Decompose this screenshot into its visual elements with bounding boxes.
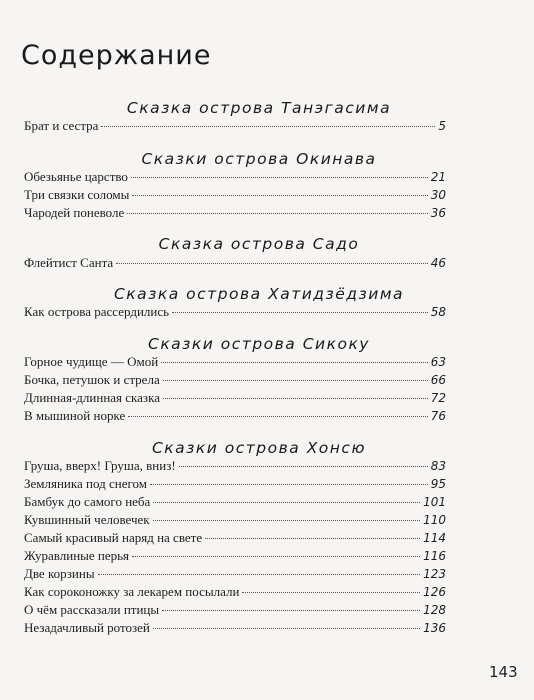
entry-page-number: 66 — [430, 373, 446, 387]
entry-page-number: 46 — [430, 256, 446, 270]
entry-page-number: 76 — [430, 409, 446, 423]
dot-leader — [150, 484, 428, 485]
dot-leader — [153, 502, 420, 503]
toc-entry[interactable] — [24, 493, 446, 511]
entry-title: Флейтист Санта — [24, 255, 114, 270]
page-title: Содержание — [21, 40, 212, 71]
dot-leader — [163, 398, 428, 399]
entry-page-number: 30 — [430, 188, 446, 202]
page-number: 143 — [489, 663, 518, 681]
toc-entry[interactable] — [24, 168, 446, 186]
entry-title: Незадачливый ротозей — [24, 620, 150, 635]
entry-title: Три связки соломы — [24, 187, 130, 202]
toc-entry[interactable] — [24, 511, 446, 529]
entry-page-number: 21 — [430, 170, 446, 184]
entry-title: Земляника под снегом — [24, 476, 147, 491]
entry-title: Самый красивый наряд на свете — [24, 530, 203, 545]
entry-page-number: 95 — [430, 477, 446, 491]
entry-title: Две корзины — [24, 566, 95, 581]
toc-entry[interactable] — [24, 353, 446, 371]
entry-page-number: 114 — [423, 531, 446, 545]
entry-page-number: 126 — [423, 585, 446, 599]
section-heading: Сказки острова Сикоку — [148, 335, 370, 353]
toc-entry[interactable] — [24, 601, 446, 619]
toc-entry[interactable] — [24, 583, 446, 601]
dot-leader — [132, 195, 427, 196]
entry-page-number: 123 — [423, 567, 446, 581]
entry-page-number: 83 — [430, 459, 446, 473]
section-heading: Сказка острова Хатидзёдзима — [113, 285, 405, 303]
dot-leader — [128, 416, 427, 417]
section-heading: Сказки острова Хонсю — [151, 439, 366, 457]
toc-entry[interactable] — [24, 619, 446, 637]
entry-page-number: 5 — [438, 119, 446, 133]
entry-page-number: 136 — [423, 621, 446, 635]
toc-entry[interactable] — [24, 565, 446, 583]
entry-title: Горное чудище — Омой — [24, 354, 159, 369]
entry-title: Как острова рассердились — [24, 304, 170, 319]
toc-entry[interactable] — [24, 303, 446, 321]
dot-leader — [132, 556, 420, 557]
toc-entry[interactable] — [24, 204, 446, 222]
dot-leader — [172, 312, 428, 313]
toc-entry[interactable] — [24, 371, 446, 389]
toc-entry[interactable] — [24, 407, 446, 425]
dot-leader — [163, 380, 428, 381]
dot-leader — [153, 628, 420, 629]
entry-title: Бочка, петушок и стрела — [24, 372, 160, 387]
toc-entry[interactable] — [24, 254, 446, 272]
section-heading: Сказка острова Танэгасима — [126, 99, 392, 117]
toc-entry[interactable] — [24, 529, 446, 547]
entry-title: Чародей поневоле — [24, 205, 125, 220]
toc-entry[interactable] — [24, 475, 446, 493]
entry-page-number: 58 — [430, 305, 446, 319]
dot-leader — [205, 538, 420, 539]
entry-page-number: 101 — [423, 495, 446, 509]
dot-leader — [161, 362, 428, 363]
entry-page-number: 63 — [430, 355, 446, 369]
entry-page-number: 116 — [423, 549, 446, 563]
dot-leader — [162, 610, 420, 611]
entry-title: Бамбук до самого неба — [24, 494, 151, 509]
entry-page-number: 36 — [430, 206, 446, 220]
entry-title: В мышиной норке — [24, 408, 126, 423]
entry-title: Длинная-длинная сказка — [24, 390, 160, 405]
entry-page-number: 72 — [430, 391, 446, 405]
toc-entry[interactable] — [24, 186, 446, 204]
entry-title: Брат и сестра — [24, 118, 99, 133]
dot-leader — [242, 592, 420, 593]
entry-title: Кувшинный человечек — [24, 512, 150, 527]
entry-title: Как сороконожку за лекарем посылали — [24, 584, 240, 599]
dot-leader — [131, 177, 428, 178]
dot-leader — [116, 263, 428, 264]
dot-leader — [153, 520, 421, 521]
entry-title: Журавлиные перья — [24, 548, 130, 563]
entry-page-number: 110 — [423, 513, 446, 527]
entry-title: Груша, вверх! Груша, вниз! — [24, 458, 176, 473]
toc-entry[interactable] — [24, 457, 446, 475]
section-heading: Сказки острова Окинава — [141, 150, 377, 168]
dot-leader — [101, 126, 435, 127]
toc-entry[interactable] — [24, 389, 446, 407]
dot-leader — [127, 213, 427, 214]
section-heading: Сказка острова Садо — [158, 235, 360, 253]
entry-title: О чём рассказали птицы — [24, 602, 160, 617]
toc-entry[interactable] — [24, 117, 446, 135]
dot-leader — [98, 574, 421, 575]
entry-title: Обезьянье царство — [24, 169, 128, 184]
toc-entry[interactable] — [24, 547, 446, 565]
dot-leader — [179, 466, 428, 467]
entry-page-number: 128 — [423, 603, 446, 617]
